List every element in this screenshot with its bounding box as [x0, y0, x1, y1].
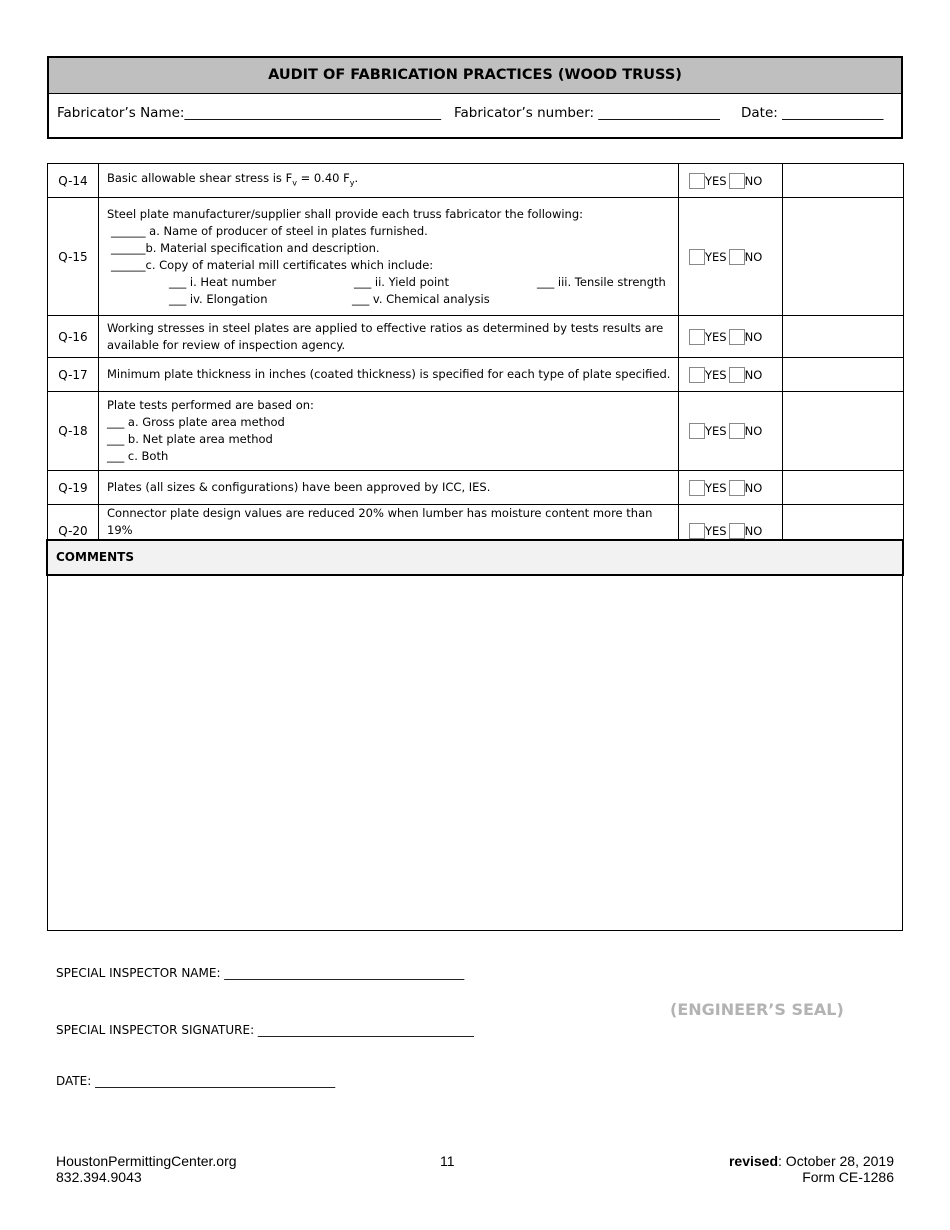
question-row-q18: [48, 392, 904, 471]
yes-no-cell: [679, 392, 783, 471]
question-id: Q-17: [48, 358, 99, 392]
remarks-cell[interactable]: [783, 471, 904, 505]
question-id: Q-15: [48, 198, 99, 316]
no-label: NO: [744, 523, 763, 538]
signature-date-field[interactable]: DATE: ________________________________________: [56, 1074, 336, 1088]
yes-label: YES: [705, 480, 727, 495]
question-id: Q-20: [48, 505, 99, 557]
question-text: Basic allowable shear stress is $F_v = 0.40$ $F_y$.: [99, 164, 679, 198]
footer-phone: 832.394.9043: [56, 1169, 142, 1185]
yes-label: YES: [705, 523, 727, 538]
fabricator-number-field[interactable]: Fabricator’s number: __________________: [454, 105, 720, 121]
yes-checkbox[interactable]: [689, 249, 705, 265]
no-checkbox[interactable]: [729, 367, 745, 383]
footer-website: HoustonPermittingCenter.org: [56, 1153, 237, 1169]
no-checkbox[interactable]: [729, 523, 745, 539]
no-label: NO: [744, 367, 763, 382]
question-row-q19: [48, 471, 904, 505]
yes-checkbox[interactable]: [689, 423, 705, 439]
form-title: AUDIT OF FABRICATION PRACTICES (WOOD TRUSS): [49, 58, 901, 94]
question-row-q17: [48, 358, 904, 392]
comments-area[interactable]: [47, 576, 903, 931]
yes-label: YES: [705, 367, 727, 382]
yes-no-cell: [679, 164, 783, 198]
yes-no-cell: [679, 358, 783, 392]
no-checkbox[interactable]: [729, 480, 745, 496]
question-text: Plates (all sizes & configurations) have been approved by ICC, IES.: [99, 471, 679, 505]
footer-revised: [729, 1153, 894, 1169]
no-label: NO: [744, 424, 763, 438]
inspector-name-field[interactable]: SPECIAL INSPECTOR NAME: ________________________________________: [56, 966, 465, 980]
no-checkbox[interactable]: [729, 249, 745, 265]
remarks-cell[interactable]: [783, 358, 904, 392]
yes-checkbox[interactable]: [689, 329, 705, 345]
yes-label: YES: [705, 249, 727, 264]
question-row-q14: [48, 164, 904, 198]
question-text: Minimum plate thickness in inches (coated thickness) is specified for each type of plate specified.: [99, 358, 679, 392]
remarks-cell[interactable]: [783, 164, 904, 198]
yes-label: YES: [705, 424, 727, 438]
question-id: Q-14: [48, 164, 99, 198]
revised-label: revised: [728, 1153, 779, 1169]
no-checkbox[interactable]: [729, 329, 745, 345]
remarks-cell[interactable]: [783, 198, 904, 316]
question-text: Connector plate design values are reduced 20% when lumber has moisture content more than 19%: [99, 505, 679, 557]
remarks-cell[interactable]: [783, 316, 904, 358]
question-id: Q-18: [48, 392, 99, 471]
question-text: Working stresses in steel plates are applied to effective ratios as determined by tests results are available for review of inspection agency.: [99, 316, 679, 358]
form-header: [47, 56, 903, 139]
yes-label: YES: [705, 329, 727, 344]
yes-label: YES: [705, 173, 727, 188]
questions-table: [47, 163, 904, 557]
engineer-seal-placeholder: (ENGINEER’S SEAL): [670, 1000, 844, 1019]
comments-header: COMMENTS: [46, 539, 904, 576]
no-checkbox[interactable]: [729, 423, 745, 439]
question-text: Steel plate manufacturer/supplier shall provide each truss fabricator the following: ______ a. Name of producer of steel in plates furnished. ______b. Material specification and description. ______c. Copy of material mill certificates which include: ___ i. Heat number ___ ii. Yield point ___ iii. Tensile strength ___ iv. Elongation ___ v. Chemical analysis: [99, 198, 679, 316]
no-label: NO: [744, 249, 763, 264]
no-label: NO: [744, 480, 763, 495]
yes-checkbox[interactable]: [689, 367, 705, 383]
question-id: Q-16: [48, 316, 99, 358]
no-label: NO: [744, 329, 763, 344]
question-row-q15: [48, 198, 904, 316]
revised-date: : October 28, 2019: [778, 1153, 894, 1169]
inspector-signature-field[interactable]: SPECIAL INSPECTOR SIGNATURE: ____________________________________: [56, 1023, 474, 1037]
yes-no-cell: [679, 471, 783, 505]
remarks-cell[interactable]: [783, 392, 904, 471]
no-label: NO: [744, 173, 763, 188]
question-row-q16: [48, 316, 904, 358]
yes-no-cell: [679, 198, 783, 316]
header-date-field[interactable]: Date: _______________: [741, 105, 884, 121]
question-id: Q-19: [48, 471, 99, 505]
yes-checkbox[interactable]: [689, 523, 705, 539]
fabricator-name-field[interactable]: Fabricator’s Name:______________________________________: [57, 105, 441, 121]
page-number: 11: [440, 1153, 455, 1169]
no-checkbox[interactable]: [729, 173, 745, 189]
fabricator-info-line: [49, 94, 901, 138]
yes-no-cell: [679, 316, 783, 358]
yes-checkbox[interactable]: [689, 480, 705, 496]
question-text: Plate tests performed are based on: ___ a. Gross plate area method ___ b. Net plate area method ___ c. Both: [99, 392, 679, 471]
yes-checkbox[interactable]: [689, 173, 705, 189]
form-number: Form CE-1286: [802, 1169, 894, 1185]
